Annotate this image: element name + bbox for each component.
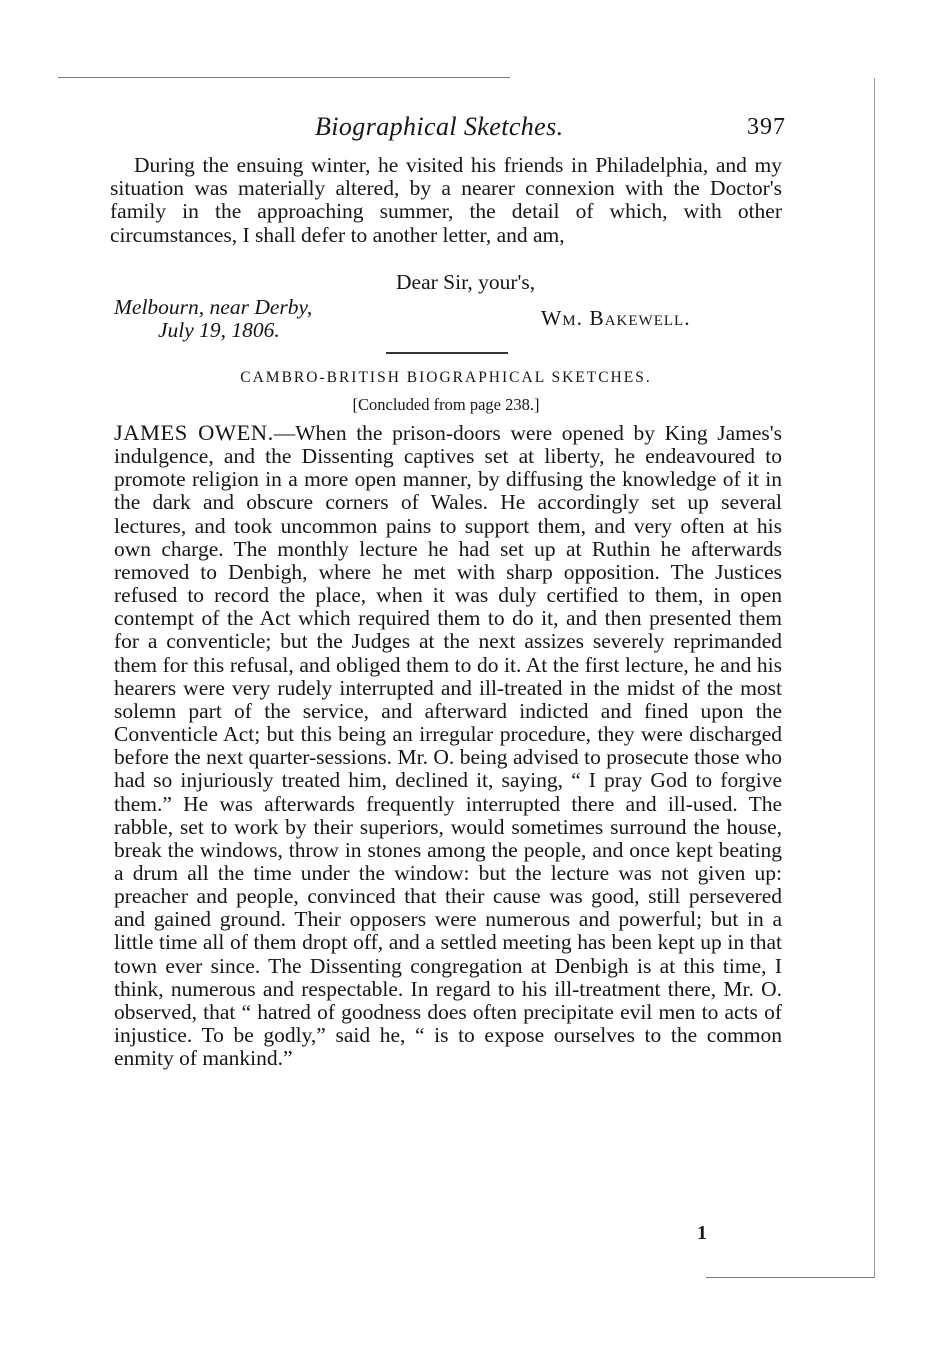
letter-conclusion [110, 154, 782, 247]
page-number: 397 [747, 114, 786, 140]
body-paragraph [114, 421, 782, 1070]
section-subtitle: [Concluded from page 238.] [352, 395, 540, 414]
letter-place: Melbourn, near Derby, [114, 295, 313, 319]
running-head [110, 112, 792, 146]
letter-signature: Wm. Bakewell. [541, 306, 691, 330]
catchword: 1 [697, 1222, 707, 1244]
section-divider [386, 352, 508, 354]
body-text: —When the prison-doors were opened by King James's indulgence, and the Dissenting captives set at liberty, he endeavoured to promote religion in a more open manner, by diffusing the knowledge of it in the dark and obscure corners of Wales. He accordingly set up several lectures, and took uncommon pains to support them, and very often at his own charge. The monthly lecture he had set up at Ruthin he afterwards removed to Denbigh, where he met with sharp opposition. The Justices refused to record the place, when it was duly certified to them, in open contempt of the Act which required them to do it, and then presented them for a conventicle; but the Judges at the next assizes severely reprimanded them for this refusal, and obliged them to do it. At the first lecture, he and his hearers were very rudely interrupted and ill-treated in the midst of the most solemn part of the service, and afterward indicted and fined upon the Conventicle Act; but this being an irregular procedure, they were discharged before the next quarter-sessions. Mr. O. being advised to prosecute those who had so injuriously treated him, declined it, saying, “ I pray God to forgive them.” He was afterwards frequently interrupted there and ill-used. The rabble, set to work by their superiors, would sometimes surround the house, break the windows, throw in stones among the people, and once kept beating a drum all the time under the window: but the lecture was not given up: preacher and people, convinced that their cause was good, still persevered and gained ground. Their opposers were numerous and powerful; but in a little time all of them dropt off, and a settled meeting has been kept up in that town ever since. The Dissenting congregation at Denbigh is at this time, I think, numerous and respectable. In regard to his ill-treatment there, Mr. O. observed, that “ hatred of goodness does often precipitate evil men to acts of injustice. To be godly,” said he, “ is to expose ourselves to the common enmity of mankind.” [114, 421, 782, 1071]
running-title: Biographical Sketches. [315, 112, 564, 141]
section-title: CAMBRO-BRITISH BIOGRAPHICAL SKETCHES. [240, 369, 652, 386]
letter-salutation: Dear Sir, your's, [396, 270, 536, 294]
top-rule [58, 77, 510, 78]
letter-date: July 19, 1806. [158, 318, 280, 342]
right-margin-line [874, 78, 875, 1278]
letter-paragraph: During the ensuing winter, he visited his friends in Philadelphia, and my situation was materially altered, by a nearer connexion with the Doctor's family in the approaching summer, the detail of which, with other circumstances, I shall defer to another letter, and am, [110, 153, 782, 247]
bottom-right-rule [706, 1277, 874, 1278]
section-body [114, 421, 782, 1070]
lead-name: JAMES OWEN. [114, 420, 274, 445]
